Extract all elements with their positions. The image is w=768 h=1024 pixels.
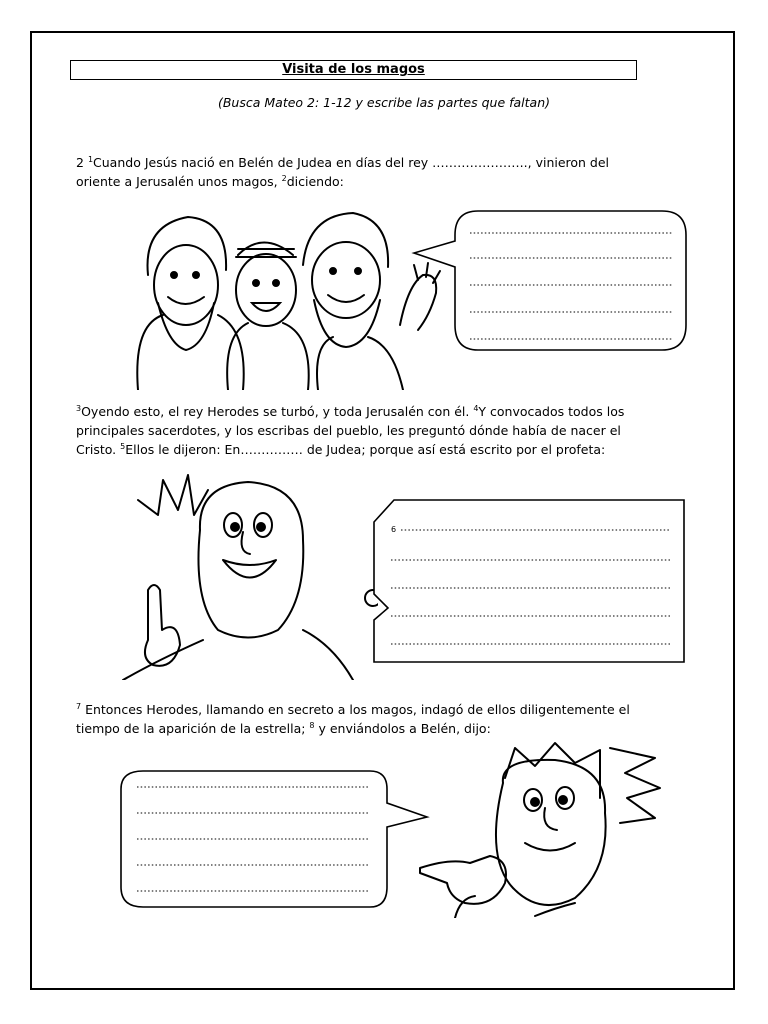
verse-number: 5 [120, 441, 126, 451]
verse-text: Entonces Herodes, llamando en secreto a los magos, indagó de ellos diligentemente el tiempo de la aparición de la estrella; [76, 702, 630, 736]
verse-number: 1 [87, 154, 94, 164]
verse-text: diciendo: [286, 174, 344, 189]
verse-text: y enviándolos a Belén, dijo: [314, 721, 491, 736]
verse-text: Y convocados todos los principales sacerdotes, y los escribas del pueblo, les preguntó dónde había de nacer el Cristo. [76, 404, 625, 457]
verse-text: Cuando Jesús nació en Belén de Judea en días del rey ………………….., vinieron del oriente a Jerusalén unos magos, [76, 155, 610, 189]
speech-bubble-1 [410, 205, 690, 355]
paragraph-verse-1-2 [76, 153, 656, 191]
paragraph-verse-3-5 [76, 402, 656, 459]
verse-text: 2 [76, 155, 88, 170]
verse-text: Ellos le dijeron: En…………… de Judea; porque así está escrito por el profeta: [125, 442, 606, 457]
worksheet-title: Visita de los magos [282, 62, 425, 77]
worksheet-subtitle: (Busca Mateo 2: 1-12 y escribe las partes que faltan) [217, 95, 551, 110]
verse-number: 2 [281, 173, 287, 183]
verse-number: 8 [309, 720, 315, 730]
speech-bubble-2 [366, 490, 691, 670]
bubble-verse-number: 6 [391, 525, 397, 534]
worksheet-title-box [70, 60, 637, 80]
verse-number: 4 [473, 403, 479, 413]
verse-number: 3 [76, 403, 82, 413]
verse-text: Oyendo esto, el rey Herodes se turbó, y toda Jerusalén con él. [81, 404, 474, 419]
king-herod-illustration [415, 738, 675, 918]
pointing-man-illustration [118, 470, 378, 680]
speech-bubble-3 [115, 765, 435, 915]
three-wise-men-illustration [118, 205, 448, 390]
paragraph-verse-7-8 [76, 700, 656, 738]
verse-number: 7 [76, 701, 82, 711]
